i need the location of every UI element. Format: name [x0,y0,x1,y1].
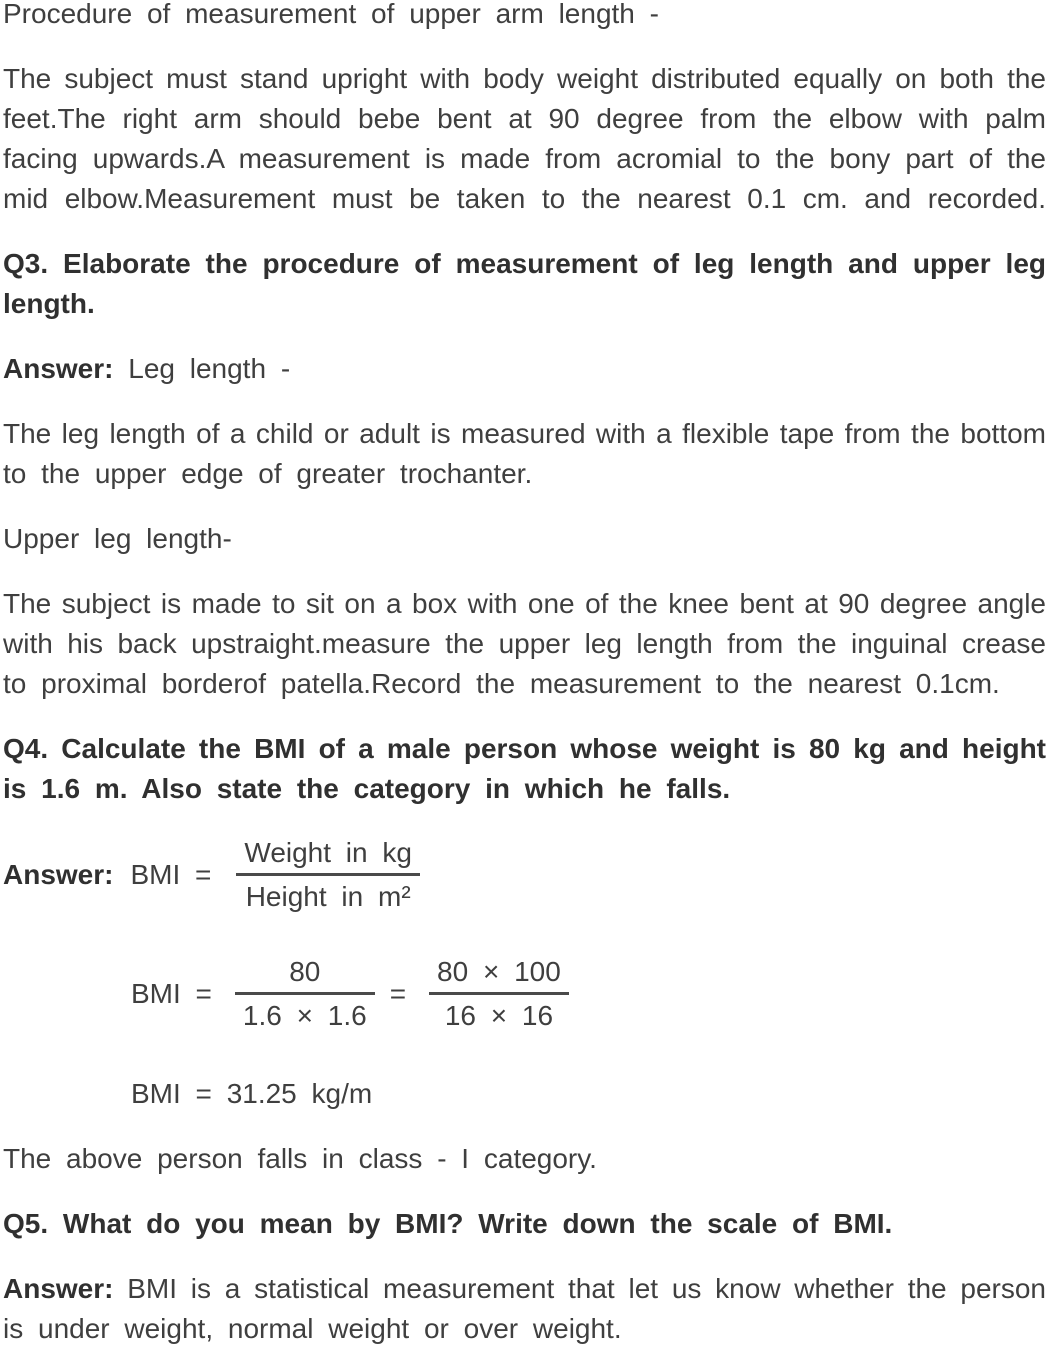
q3-question [3,244,1046,324]
leg-length-paragraph [3,414,1046,494]
answer-label: Answer: [3,858,114,890]
calculation-fraction-2 [429,955,569,1032]
text-line: is under weight, normal weight or over weight. [3,1313,622,1344]
q4-question [3,729,1046,809]
formula-lhs: BMI = [131,977,212,1009]
text-line: Q4. Calculate the BMI of a male person whose weight is 80 kg and height [3,733,1046,764]
text-line: Q3. Elaborate the procedure of measurement of leg length and upper leg [3,248,1046,279]
bmi-calculation-formula [131,955,1046,1032]
text-line: feet.The right arm should bebe bent at 90 degree from the elbow with palm [3,103,1046,134]
text-line: mid elbow.Measurement must be taken to the nearest 0.1 cm. and recorded. [3,183,1046,214]
text-line: The subject is made to sit on a box with one of the knee bent at 90 degree angle [3,588,1046,619]
bmi-result: BMI = 31.25 kg/m [131,1078,373,1109]
q3-answer-intro [3,349,1046,389]
q5-question: Q5. What do you mean by BMI? Write down the scale of BMI. [3,1208,893,1239]
text-line: with his back upstraight.measure the upper leg length from the inguinal crease [3,628,1046,659]
equals-sign: = [389,977,407,1009]
fraction-denominator: Height in m² [245,881,411,912]
fraction-numerator: 80 [235,955,375,995]
intro-heading: Procedure of measurement of upper arm length - [3,0,659,29]
upper-leg-heading: Upper leg length- [3,523,232,554]
bmi-definition-formula [3,836,1046,913]
upper-arm-procedure-paragraph [3,59,1046,219]
text-line: The subject must stand upright with body weight distributed equally on both the [3,63,1046,94]
text-line: length. [3,288,95,319]
formula-lhs: BMI = [130,858,212,890]
answer-intro-text: Leg length - [128,353,291,384]
fraction-denominator: 16 × 16 [444,1000,554,1031]
answer-label: Answer: [3,353,114,384]
q5-answer-paragraph [3,1269,1046,1349]
bmi-definition-fraction [236,836,420,913]
upper-leg-paragraph [3,584,1046,704]
fraction-numerator: 80 × 100 [429,955,569,995]
answer-label: Answer: [3,1273,114,1304]
text-line: to proximal borderof patella.Record the measurement to the nearest 0.1cm. [3,668,1000,699]
text-line: facing upwards.A measurement is made from acromial to the bony part of the [3,143,1046,174]
q4-conclusion: The above person falls in class - I category. [3,1143,597,1174]
fraction-denominator: 1.6 × 1.6 [242,1000,367,1031]
calculation-fraction-1 [235,955,375,1032]
text-line: The leg length of a child or adult is measured with a flexible tape from the bottom [3,418,1046,449]
text-line [3,1269,1046,1309]
answer-text: BMI is a statistical measurement that let us know whether the person [127,1273,1047,1304]
text-line: is 1.6 m. Also state the category in which he falls. [3,773,731,804]
text-line: to the upper edge of greater trochanter. [3,458,533,489]
fraction-numerator: Weight in kg [236,836,420,876]
